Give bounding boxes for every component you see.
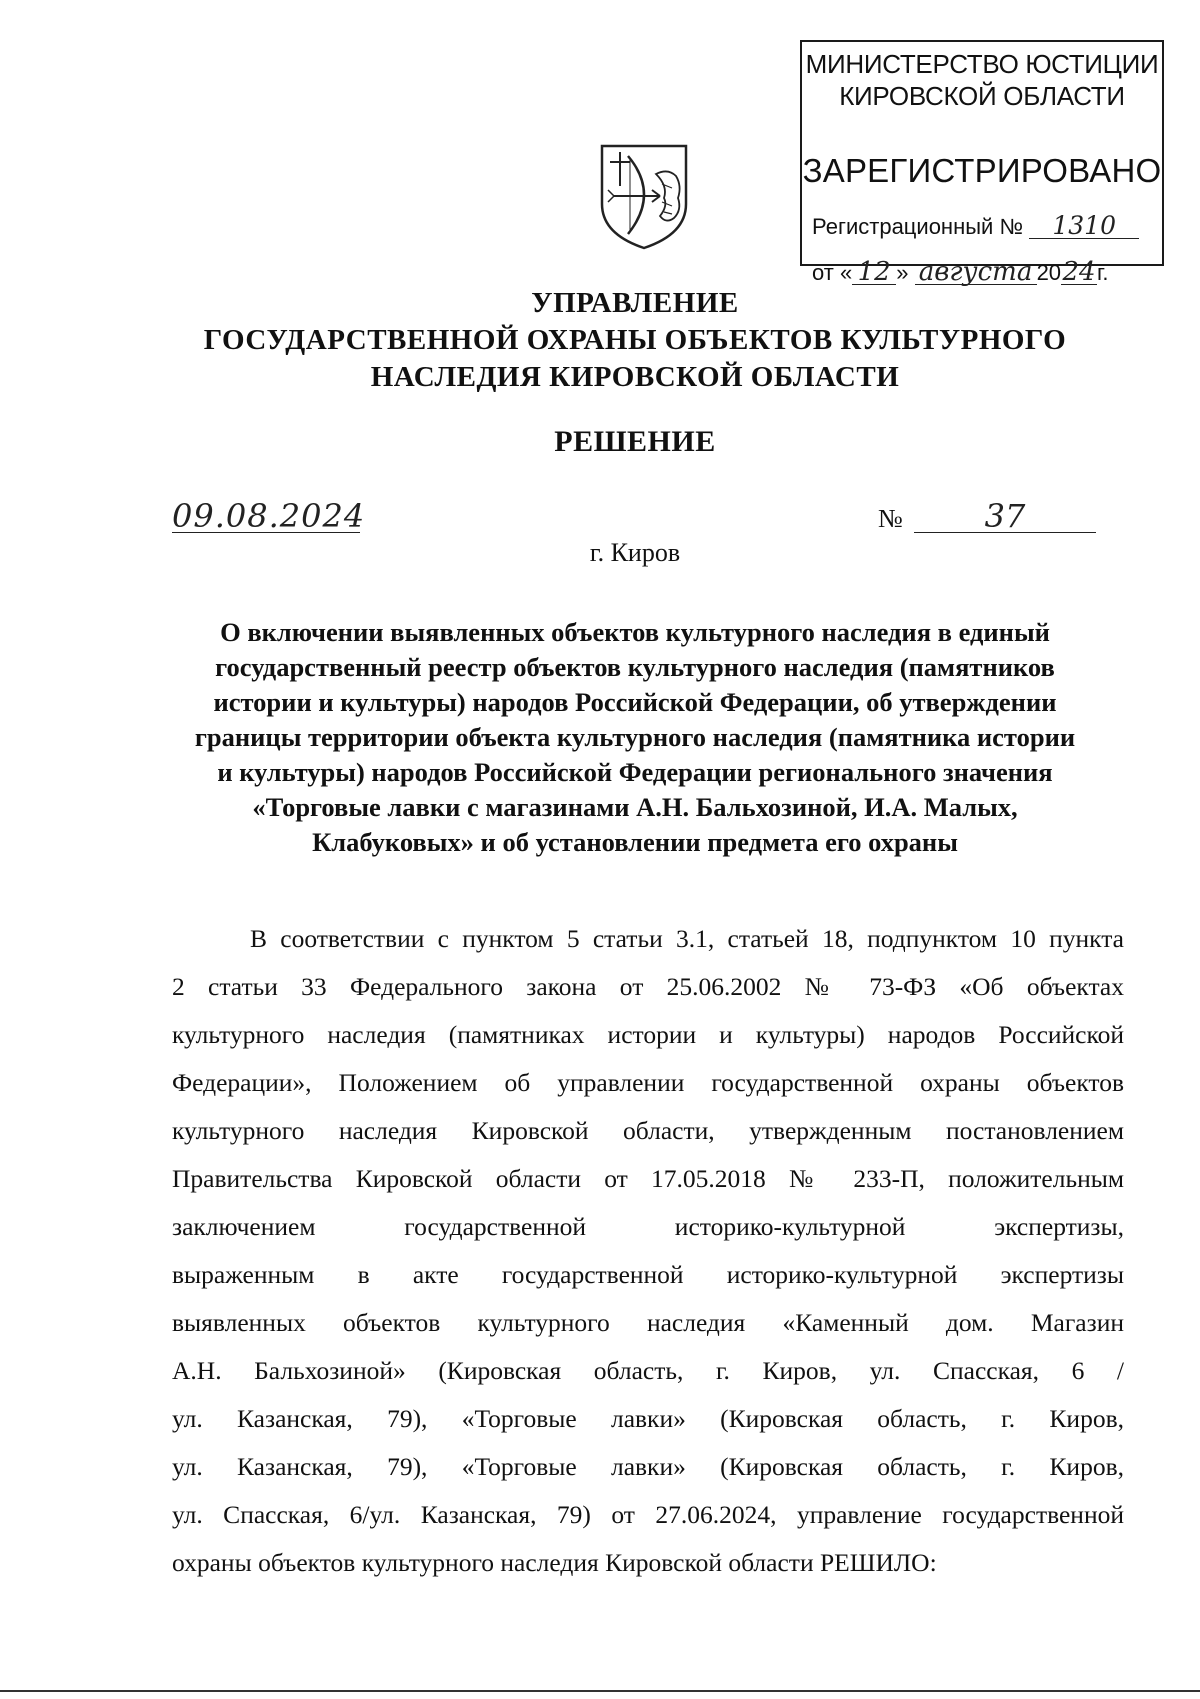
stamp-date-day: 12 <box>852 260 896 285</box>
registration-stamp <box>800 40 1164 287</box>
coat-of-arms-icon <box>598 140 690 252</box>
stamp-reg-line <box>812 211 1139 240</box>
body-line: Федерации», Положением об управлении государственной охраны объектов <box>172 1068 1124 1097</box>
body-line: охраны объектов культурного наследия Кировской области РЕШИЛО: <box>172 1548 937 1577</box>
agency-line2: ГОСУДАРСТВЕННОЙ ОХРАНЫ ОБЪЕКТОВ КУЛЬТУРНОГО <box>203 324 1067 356</box>
body-line: выраженным в акте государственной историко-культурной экспертизы <box>172 1260 1124 1289</box>
body-line: ул. Спасская, 6/ул. Казанская, 79) от 27.06.2024, управление государственной <box>172 1500 1124 1529</box>
document-type: РЕШЕНИЕ <box>554 425 716 458</box>
stamp-ministry <box>802 48 1162 112</box>
body-line: А.Н. Бальхозиной» (Кировская область, г. Киров, ул. Спасская, 6 / <box>172 1356 1124 1385</box>
stamp-date-line <box>812 257 1109 287</box>
stamp-reg-label: Регистрационный № <box>812 214 1024 239</box>
stamp-ministry-line2: КИРОВСКОЙ ОБЛАСТИ <box>839 81 1125 111</box>
stamp-registered: ЗАРЕГИСТРИРОВАНО <box>802 152 1162 189</box>
subject-line: Клабуковых» и об установлении предмета его охраны <box>312 827 958 857</box>
subject-line: «Торговые лавки с магазинами А.Н. Бальхозиной, И.А. Малых, <box>252 792 1018 822</box>
body-line: Правительства Кировской области от 17.05.2018 № 233-П, положительным <box>172 1164 1124 1193</box>
body-line: культурного наследия (памятниках истории и культуры) народов Российской <box>172 1020 1124 1049</box>
stamp-date-month: августа <box>915 260 1037 285</box>
body-line: заключением государственной историко-культурной экспертизы, <box>172 1212 1124 1241</box>
body-line: 2 статьи 33 Федерального закона от 25.06.2002 № 73-ФЗ «Об объектах <box>172 972 1124 1001</box>
stamp-year-prefix: 20 <box>1036 260 1062 285</box>
document-date: 09.08.2024 <box>172 497 366 535</box>
body-line: В соответствии с пунктом 5 статьи 3.1, статьей 18, подпунктом 10 пункта <box>250 924 1124 953</box>
number-label: № <box>878 504 903 533</box>
body-line: культурного наследия Кировской области, утвержденным постановлением <box>172 1116 1124 1145</box>
agency-line1: УПРАВЛЕНИЕ <box>531 287 739 319</box>
body-line: выявленных объектов культурного наследия «Каменный дом. Магазин <box>172 1308 1124 1337</box>
stamp-reg-number: 1310 <box>1029 214 1139 239</box>
agency-line3: НАСЛЕДИЯ КИРОВСКОЙ ОБЛАСТИ <box>370 361 900 393</box>
document-number: 37 <box>914 500 1096 533</box>
subject-line: границы территории объекта культурного наследия (памятника истории <box>194 722 1076 752</box>
body-line: ул. Казанская, 79), «Торговые лавки» (Кировская область, г. Киров, <box>172 1452 1124 1481</box>
subject-line: истории и культуры) народов Российской Федерации, об утверждении <box>213 687 1057 717</box>
bottom-edge <box>0 1690 1200 1692</box>
document-subject <box>170 615 1100 860</box>
subject-line: О включении выявленных объектов культурного наследия в единый <box>220 617 1050 647</box>
stamp-date-sep: » <box>896 260 909 285</box>
agency-name <box>0 285 1200 396</box>
subject-line: государственный реестр объектов культурного наследия (памятников <box>215 652 1055 682</box>
body-line: ул. Казанская, 79), «Торговые лавки» (Кировская область, г. Киров, <box>172 1404 1124 1433</box>
stamp-year-suffix: 24 <box>1062 257 1096 287</box>
city: г. Киров <box>589 538 681 567</box>
stamp-ministry-line1: МИНИСТЕРСТВО ЮСТИЦИИ <box>805 49 1159 79</box>
document-body <box>172 915 1124 1587</box>
stamp-date-prefix: от « <box>812 260 853 285</box>
subject-line: и культуры) народов Российской Федерации регионального значения <box>217 757 1053 787</box>
stamp-year-end: г. <box>1097 260 1109 285</box>
